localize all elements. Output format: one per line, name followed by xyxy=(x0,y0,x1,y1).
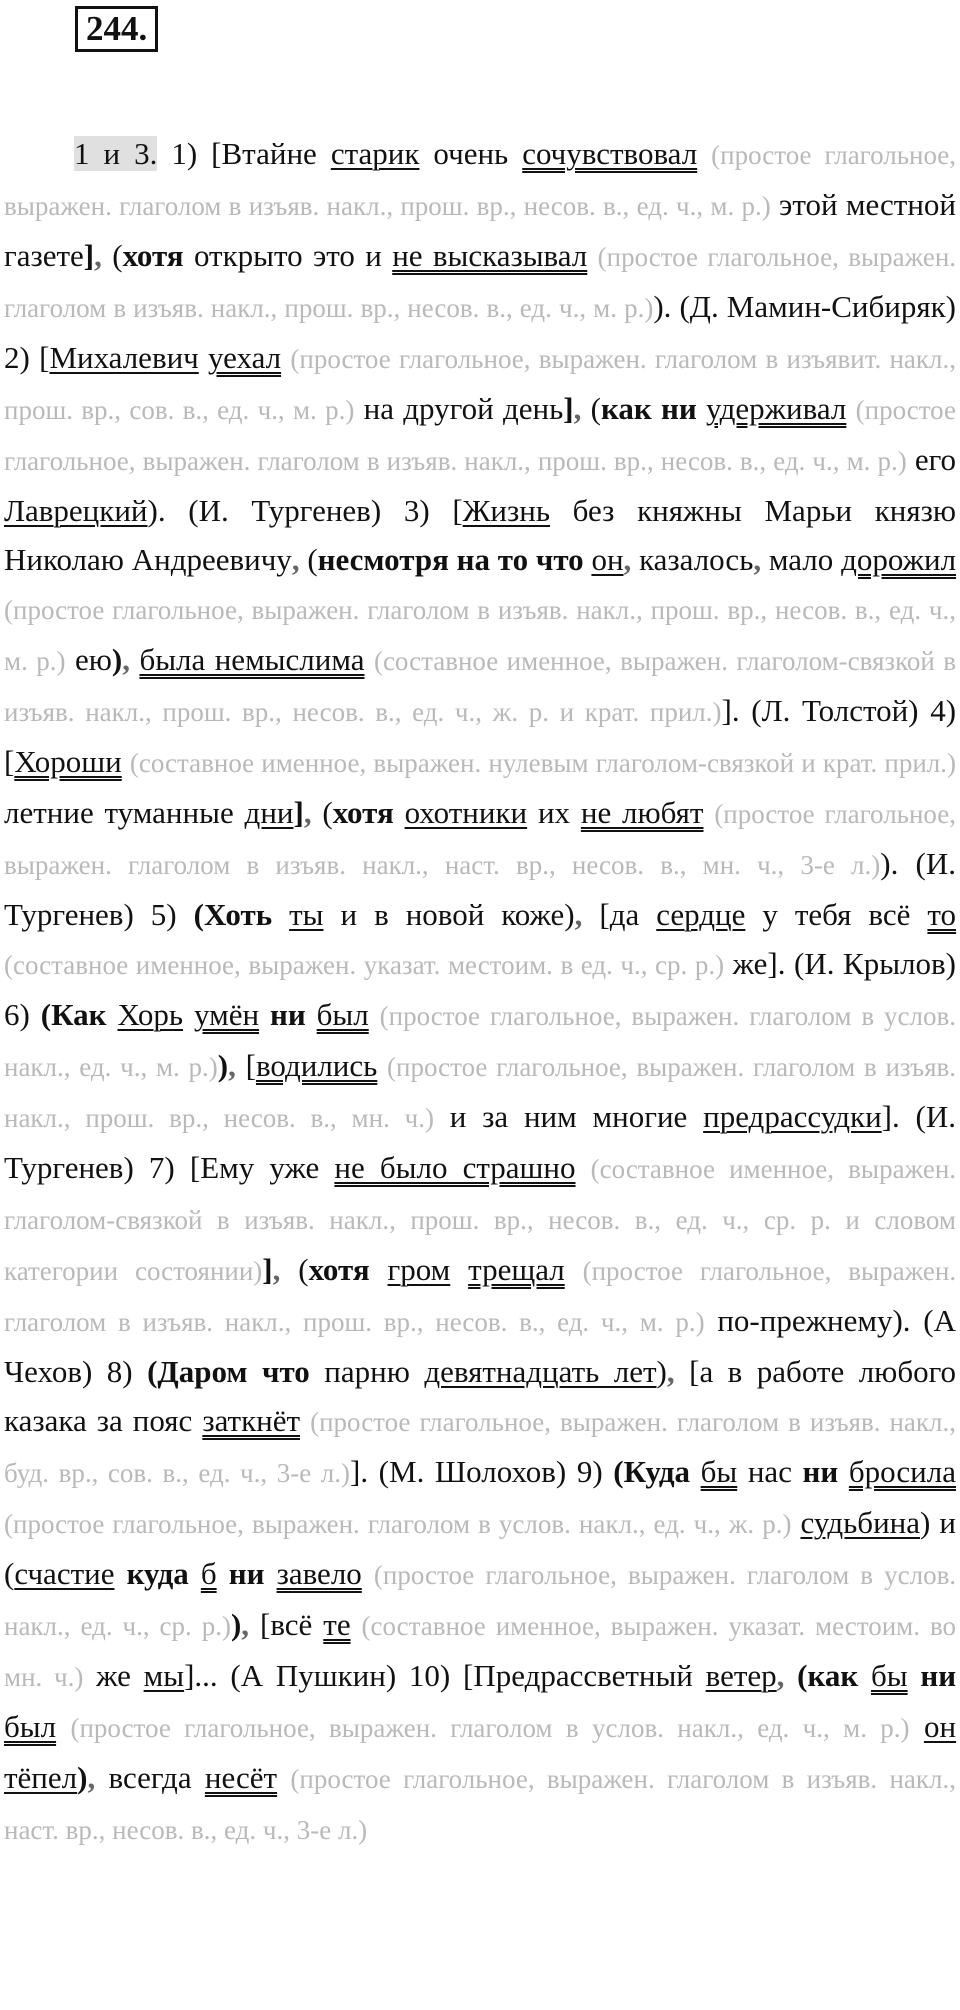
word: Втайне xyxy=(221,136,317,171)
predicate: то xyxy=(927,897,957,932)
comma: , xyxy=(291,542,300,577)
particle: ни xyxy=(269,997,306,1032)
word: без княжны Марьи князю Николаю Андреевичу xyxy=(4,493,957,577)
predicate: умён xyxy=(193,997,260,1032)
conjunction: Как xyxy=(51,997,107,1032)
sentence-number: 3) xyxy=(403,493,430,528)
predicate-note: (простое глагольное, выражен. глаголом в изъяв. накл., прош. вр., несов. в., ед. ч., м. р.) xyxy=(4,595,956,676)
predicate-note: (простое глагольное, выражен. глаголом в услов. накл., ед. ч., м. р.) xyxy=(70,1713,910,1743)
bracket: [ xyxy=(599,897,610,932)
word: очень xyxy=(433,136,509,171)
paren: ) xyxy=(656,1354,667,1389)
word: Ему уже xyxy=(200,1150,320,1185)
conjunction: как ни xyxy=(600,391,697,426)
bracket: [ xyxy=(452,493,463,528)
bracket: [ xyxy=(211,136,222,171)
paren: ( xyxy=(322,795,333,830)
bracket: [ xyxy=(689,1354,700,1389)
predicate: не любят xyxy=(580,795,704,830)
particle: ни xyxy=(228,1556,265,1591)
subject: судьбина xyxy=(800,1505,921,1540)
conjunction: куда xyxy=(126,1556,189,1591)
paren: ( xyxy=(613,1454,624,1489)
predicate: была немыслима xyxy=(139,642,365,677)
bracket: [ xyxy=(260,1607,271,1642)
paren: ( xyxy=(193,897,204,932)
subject: сердце xyxy=(656,897,746,932)
particle: ни xyxy=(802,1454,839,1489)
predicate: несёт xyxy=(204,1760,278,1795)
conjunction: Даром что xyxy=(157,1354,310,1389)
subject: Жизнь xyxy=(462,493,550,528)
word: мало xyxy=(768,542,834,577)
bracket: ] xyxy=(563,391,574,426)
sentence-end: ]. (М. Шолохов) xyxy=(350,1454,567,1489)
paren: ) xyxy=(230,1607,242,1642)
word: у тебя всё xyxy=(762,897,911,932)
word: и в новой коже xyxy=(340,897,565,932)
predicate: уехал xyxy=(208,340,282,375)
predicate: завело xyxy=(276,1556,362,1591)
comma: , xyxy=(776,1658,785,1693)
subject: предрассудки xyxy=(703,1099,882,1134)
predicate-note: (простое глагольное, выражен. глаголом в изъяв. накл., буд. вр., сов. в., ед. ч., 3-е л.) xyxy=(4,1407,957,1488)
sentence-end: ). (И. Тургенев) xyxy=(4,846,956,932)
comma: , xyxy=(94,238,102,273)
subject: он xyxy=(591,542,624,577)
predicate-note: (простое глагольное, выражен. глаголом в изъяв. накл., прош. вр., несов. в., ед. ч., м. р.) xyxy=(4,1256,957,1337)
word: его xyxy=(914,442,957,477)
predicate-note: (составное именное, выражен. нулевым глаголом-связкой и крат. прил.) xyxy=(129,748,957,778)
word: ) и ( xyxy=(4,1505,956,1591)
sentence-end: ]. (Л. Толстой) xyxy=(721,693,919,728)
predicate-note: (простое глагольное, выражен. глаголом в услов. накл., ед. ч., ж. р.) xyxy=(4,1509,792,1539)
sentence-end: ]... (А Пушкин) xyxy=(184,1658,397,1693)
predicate: те xyxy=(323,1607,351,1642)
comma: , xyxy=(573,391,582,426)
paren: ) xyxy=(217,1048,229,1083)
conjunction: Куда xyxy=(623,1454,691,1489)
subject: Михалевич xyxy=(49,340,199,375)
word: казалось xyxy=(639,542,754,577)
subject: девятнадцать лет xyxy=(424,1354,657,1389)
paren: ( xyxy=(298,1252,309,1287)
sentence-end: ]. (И. Тургенев) xyxy=(4,1099,956,1185)
subject: гром xyxy=(387,1252,451,1287)
subject: дни xyxy=(244,795,294,830)
predicate: трещал xyxy=(468,1252,565,1287)
comma: , xyxy=(87,1760,96,1795)
predicate: дорожил xyxy=(841,542,957,577)
sentence-number: 1) xyxy=(171,136,198,171)
paren: ( xyxy=(147,1354,158,1389)
word: летние туманные xyxy=(4,795,234,830)
conjunction: несмотря на то что xyxy=(317,542,584,577)
paren: ( xyxy=(112,238,123,273)
bracket: [ xyxy=(4,744,15,779)
predicate-note: (простое глагольное, выражен. глаголом в изъяв. накл., прош. вр., несов. в., ед. ч., м. р.) xyxy=(4,242,957,323)
word: их xyxy=(537,795,571,830)
word: всегда xyxy=(108,1760,192,1795)
bracket: [ xyxy=(189,1150,201,1185)
paren: ) xyxy=(77,1760,88,1795)
sentence-number: 2) xyxy=(4,340,30,375)
subject: он тёпел xyxy=(4,1709,957,1795)
predicate-note: (простое глагольное, выражен. глаголом в услов. накл., ед. ч., ср. р.) xyxy=(4,1560,957,1641)
predicate-note: (простое глагольное, выражен. глаголом в изъяв. накл., наст. вр., несов. в., ед. ч., 3-е л.) xyxy=(4,1764,957,1845)
sentence-number: 9) xyxy=(576,1454,603,1489)
bracket: [ xyxy=(39,340,50,375)
subject: охотники xyxy=(404,795,528,830)
predicate-note: (простое глагольное, выражен. глаголом в изъяв. накл., наст. вр., несов. в., мн. ч., 3-е л.) xyxy=(4,799,956,880)
word: Предрассветный xyxy=(473,1658,693,1693)
word: парню xyxy=(324,1354,410,1389)
paren: ) xyxy=(564,897,575,932)
word: и за ним многие xyxy=(449,1099,688,1134)
paren: ) xyxy=(111,642,123,677)
word: а в работе любого казака за пояс xyxy=(4,1354,957,1438)
predicate: водились xyxy=(255,1048,378,1083)
predicate-note: (составное именное, выражен. глаголом-связкой в изъяв. накл., прош. вр., несов. в., ед. ч., ср. р. и словом категории состоянии) xyxy=(4,1154,957,1286)
comma: , xyxy=(122,642,130,677)
subject: ты xyxy=(289,897,324,932)
sentence-number: 8) xyxy=(106,1354,133,1389)
subject: ветер xyxy=(705,1658,777,1693)
predicate-note: (простое глагольное, выражен. глаголом в изъявит. накл., прош. вр., сов. в., ед. ч., м. р.) xyxy=(4,344,957,425)
paren: ( xyxy=(40,997,52,1032)
comma: , xyxy=(303,795,312,830)
subject: счастие xyxy=(14,1556,115,1591)
bracket: ] xyxy=(83,238,95,273)
paren: ( xyxy=(590,391,601,426)
sentence-number: 6) xyxy=(4,997,30,1032)
conjunction: как xyxy=(807,1658,859,1693)
predicate: удерживал xyxy=(706,391,847,426)
predicate: Хороши xyxy=(14,744,122,779)
word: этой местной газете xyxy=(4,187,957,273)
exercise-number: 244. xyxy=(75,6,158,52)
paren: ( xyxy=(797,1658,808,1693)
sentence-number: 10) xyxy=(408,1658,451,1693)
predicate-note: (простое глагольное, выражен. глаголом в услов. накл., ед. ч., м. р.) xyxy=(4,1001,957,1082)
exercise-answer-text xyxy=(4,129,956,1855)
sentence-end: ). (И. Тургенев) xyxy=(147,493,382,528)
comma: , xyxy=(623,542,632,577)
comma: , xyxy=(574,897,583,932)
predicate: был xyxy=(4,1709,57,1744)
sentence-number: 7) xyxy=(148,1150,175,1185)
sentence-end: ). (А Чехов) xyxy=(4,1303,956,1389)
predicate: не было страшно xyxy=(334,1150,576,1185)
word: нас xyxy=(747,1454,792,1489)
comma: , xyxy=(228,1048,236,1083)
word: да xyxy=(609,897,640,932)
comma: , xyxy=(753,542,762,577)
comma: , xyxy=(272,1252,281,1287)
sentence-end: же]. (И. Крылов) xyxy=(732,946,956,981)
word: же xyxy=(96,1658,131,1693)
sentence-end: ). (Д. Мамин-Сибиряк) xyxy=(653,289,957,324)
bracket: ] xyxy=(262,1252,273,1287)
predicate-note: (составное именное, выражен. указат. местоим. во мн. ч.) xyxy=(4,1611,957,1692)
predicate: был xyxy=(316,997,369,1032)
predicate-note: (простое глагольное, выражен. глаголом в изъяв. накл., прош. вр., несов. в., мн. ч.) xyxy=(4,1052,957,1133)
predicate: заткнёт xyxy=(202,1403,301,1438)
predicate: бы xyxy=(871,1658,908,1693)
word: ею xyxy=(74,642,112,677)
predicate-note: (составное именное, выражен. глаголом-связкой в изъяв. накл., прош. вр., несов. в., ед. ч., ж. р. и крат. прил.) xyxy=(4,646,956,727)
conjunction: хотя xyxy=(122,238,184,273)
particle: ни xyxy=(920,1658,957,1693)
word: на другой день xyxy=(363,391,564,426)
word: всё xyxy=(270,1607,313,1642)
sentence-number: 5) xyxy=(150,897,177,932)
predicate: б xyxy=(200,1556,217,1591)
subject: старик xyxy=(330,136,420,171)
subject: Лаврецкий xyxy=(4,493,148,528)
bracket: ] xyxy=(293,795,304,830)
conjunction: хотя xyxy=(332,795,394,830)
comma: , xyxy=(241,1607,250,1642)
predicate: сочувствовал xyxy=(522,136,698,171)
subject: Хорь xyxy=(117,997,184,1032)
bracket: [ xyxy=(245,1048,256,1083)
predicate-note: (простое глагольное, выражен. глаголом в изъяв. накл., прош. вр., несов. в., ед. ч., м. р.) xyxy=(4,395,956,476)
paren: ( xyxy=(307,542,318,577)
bracket: [ xyxy=(463,1658,474,1693)
word: по-прежнему xyxy=(717,1303,893,1338)
conjunction: хотя xyxy=(308,1252,370,1287)
predicate: бы xyxy=(700,1454,738,1489)
task-label: 1 и 3. xyxy=(74,136,158,171)
predicate: бросила xyxy=(848,1454,956,1489)
predicate: не высказывал xyxy=(392,238,588,273)
comma: , xyxy=(666,1354,675,1389)
word: открыто это и xyxy=(193,238,382,273)
sentence-number: 4) xyxy=(930,693,957,728)
conjunction: Хоть xyxy=(203,897,273,932)
predicate-note: (простое глагольное, выражен. глаголом в изъяв. накл., прош. вр., несов. в., ед. ч., м. р.) xyxy=(4,140,957,221)
predicate-note: (составное именное, выражен. указат. местоим. в ед. ч., ср. р.) xyxy=(4,950,725,980)
subject: мы xyxy=(143,1658,185,1693)
